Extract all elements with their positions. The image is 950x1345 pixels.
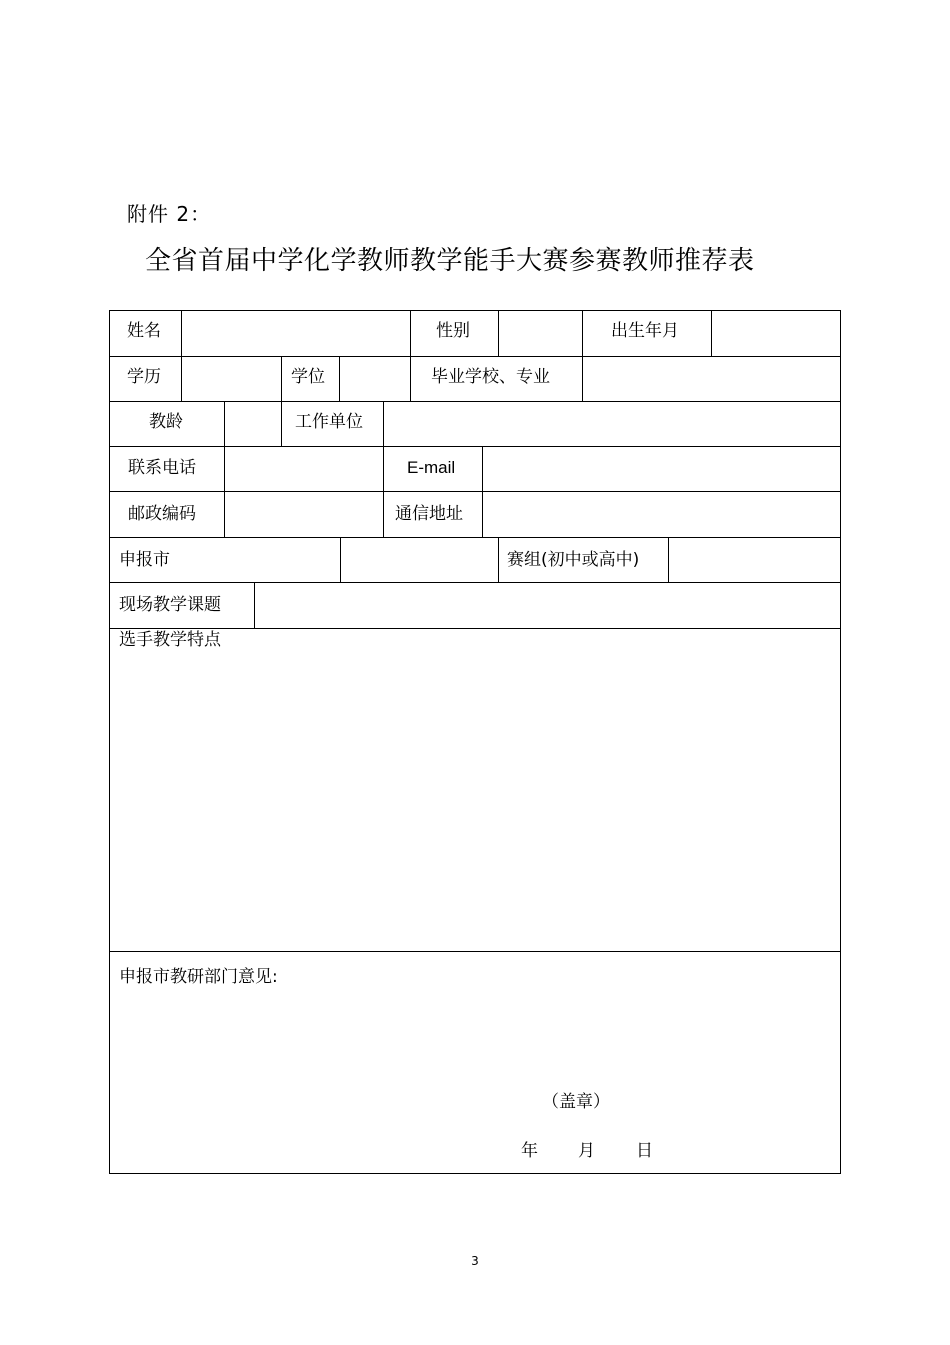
col-divider	[224, 491, 225, 537]
col-divider	[482, 491, 483, 537]
col-divider	[340, 537, 341, 582]
row-divider	[110, 537, 840, 538]
row-divider	[110, 446, 840, 447]
col-divider	[668, 537, 669, 582]
date-month: 月	[578, 1141, 595, 1161]
label-teaching-years: 教龄	[149, 412, 183, 432]
col-divider	[383, 401, 384, 446]
col-divider	[339, 356, 340, 401]
row-divider	[110, 951, 840, 952]
col-divider	[582, 311, 583, 356]
label-gender: 性别	[436, 321, 470, 341]
col-divider	[181, 311, 182, 356]
col-divider	[224, 446, 225, 491]
label-birth: 出生年月	[611, 321, 679, 341]
label-topic: 现场教学课题	[119, 595, 221, 615]
label-name: 姓名	[127, 321, 161, 341]
col-divider	[498, 311, 499, 356]
date-day: 日	[636, 1141, 653, 1161]
col-divider	[281, 356, 282, 401]
label-school-major: 毕业学校、专业	[431, 367, 550, 387]
date-year: 年	[521, 1141, 538, 1161]
col-divider	[181, 356, 182, 401]
col-divider	[498, 537, 499, 582]
recommendation-form-table	[109, 310, 841, 1174]
col-divider	[254, 582, 255, 628]
row-divider	[110, 628, 840, 629]
label-group: 赛组(初中或高中)	[507, 550, 640, 570]
form-title: 全省首届中学化学教师教学能手大赛参赛教师推荐表	[145, 246, 755, 276]
label-work-unit: 工作单位	[295, 412, 363, 432]
col-divider	[224, 401, 225, 446]
label-degree: 学位	[291, 367, 325, 387]
row-divider	[110, 401, 840, 402]
row-divider	[110, 491, 840, 492]
col-divider	[582, 356, 583, 401]
row-divider	[110, 582, 840, 583]
col-divider	[410, 311, 411, 356]
col-divider	[281, 401, 282, 446]
col-divider	[482, 446, 483, 491]
row-divider	[110, 356, 840, 357]
label-email: E-mail	[407, 458, 456, 477]
seal-text: （盖章）	[542, 1092, 610, 1112]
attachment-label: 附件 2：	[127, 202, 212, 226]
page-number: 3	[471, 1254, 479, 1268]
label-phone: 联系电话	[128, 458, 196, 478]
col-divider	[383, 446, 384, 491]
col-divider	[711, 311, 712, 356]
col-divider	[383, 491, 384, 537]
label-postcode: 邮政编码	[128, 504, 196, 524]
label-education: 学历	[127, 367, 161, 387]
label-address: 通信地址	[395, 504, 463, 524]
label-city: 申报市	[119, 550, 170, 570]
label-opinion: 申报市教研部门意见:	[119, 967, 278, 987]
label-features: 选手教学特点	[119, 630, 221, 650]
col-divider	[410, 356, 411, 401]
